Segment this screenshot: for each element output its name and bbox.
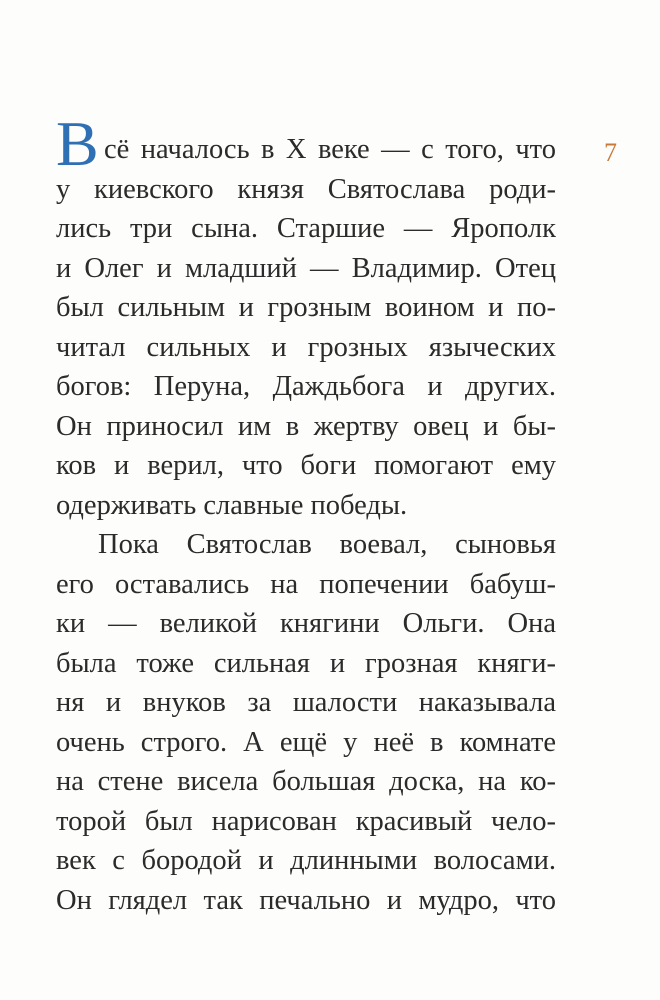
text-line: Пока Святослав воевал, сыновья	[98, 529, 556, 560]
drop-cap: В	[56, 108, 99, 179]
paragraph-2	[56, 525, 556, 920]
text-line: лись три сына. Старшие — Ярополк	[56, 213, 556, 244]
paragraph-1	[56, 108, 556, 525]
text-line: у киевского князя Святослава роди-	[56, 173, 556, 205]
text-line: Он приносил им в жертву овец и бы-	[56, 410, 556, 442]
text-line: ки — великой княгини Ольги. Она	[56, 608, 556, 639]
text-line: его оставались на попечении бабуш-	[56, 568, 556, 600]
text-line: читал сильных и грозных языческих	[56, 331, 556, 363]
body-text	[56, 108, 556, 920]
text-line: Он глядел так печально и мудро, что	[56, 884, 556, 916]
text-line: на стене висела большая доска, на ко-	[56, 766, 556, 797]
text-line: очень строго. А ещё у неё в комнате	[56, 726, 556, 758]
text-line: ков и верил, что боги помогают ему	[56, 450, 556, 481]
text-line: торой был нарисован красивый чело-	[56, 805, 556, 837]
text-line: и Олег и младший — Владимир. Отец	[56, 252, 556, 284]
text-line: была тоже сильная и грозная княги-	[56, 647, 556, 679]
text-line: одерживать славные победы.	[56, 489, 408, 521]
text-line: богов: Перуна, Даждьбога и других.	[56, 371, 556, 402]
text-line: век с бородой и длинными волосами.	[56, 845, 556, 876]
text-line	[56, 108, 556, 179]
text-line: ня и внуков за шалости наказывала	[56, 687, 556, 718]
text-line: был сильным и грозным воином и по-	[56, 292, 556, 323]
page-number: 7	[604, 138, 617, 167]
line-text: сё началось в X веке — с того, что	[104, 134, 556, 165]
